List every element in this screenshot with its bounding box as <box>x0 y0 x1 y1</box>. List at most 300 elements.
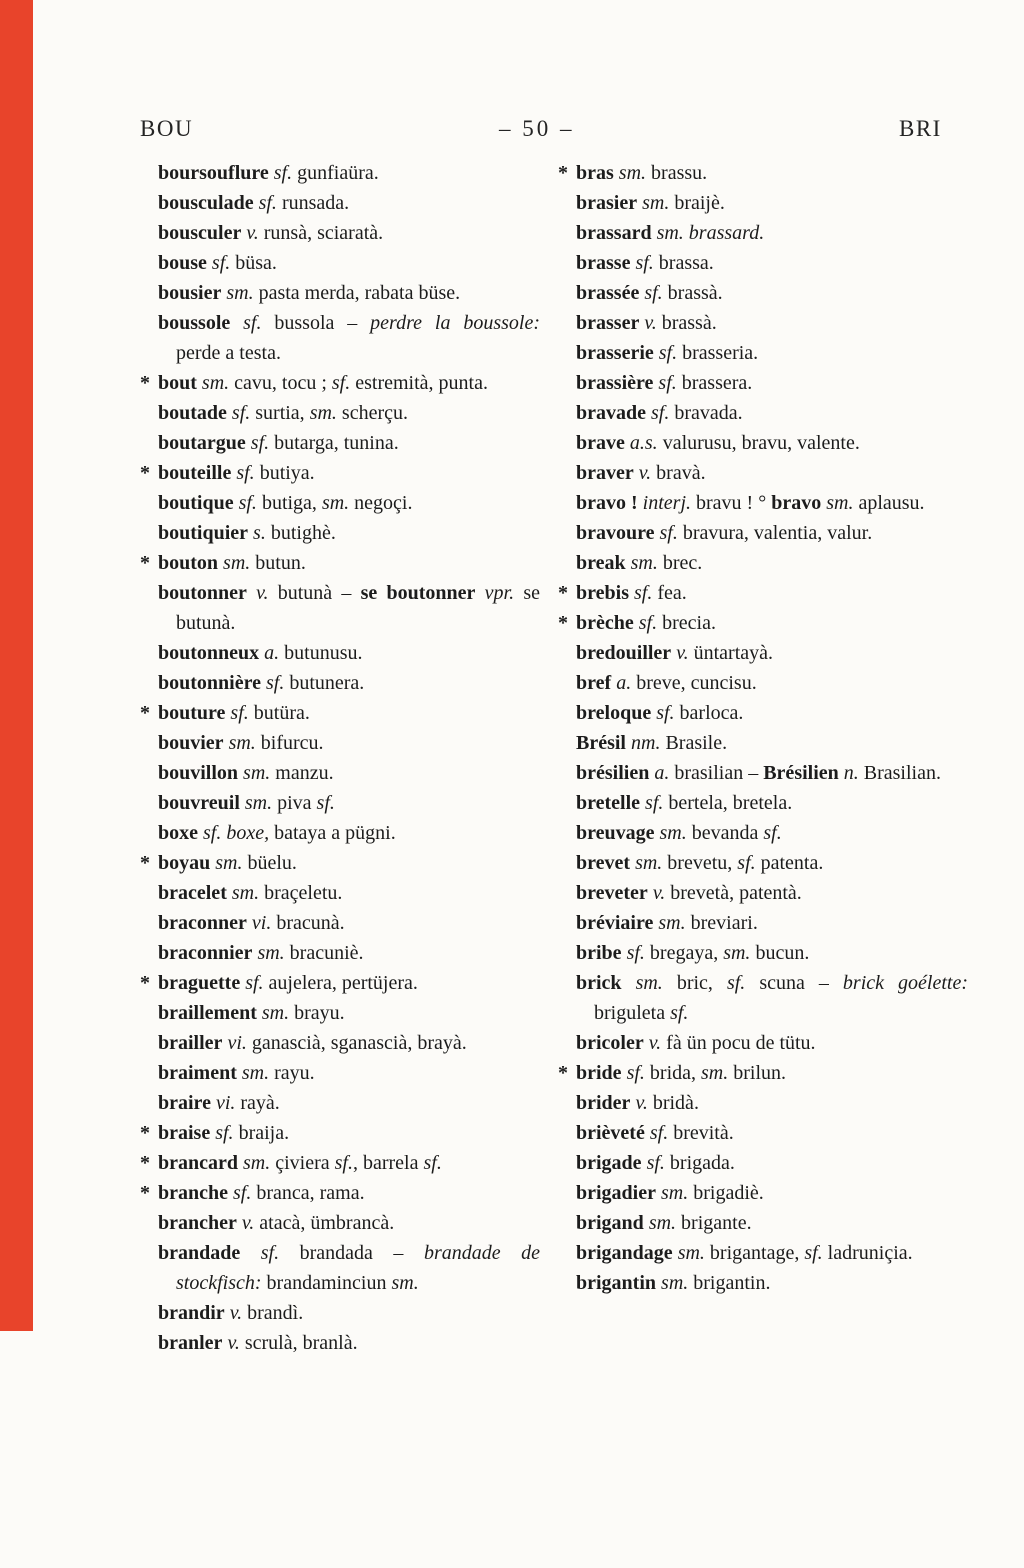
dictionary-entry <box>558 728 968 758</box>
dictionary-entry <box>558 518 968 548</box>
headword: brebis <box>576 582 629 604</box>
dictionary-entry <box>558 638 968 668</box>
header-guideword-right: BRI <box>899 116 942 141</box>
headword: bousculer <box>158 222 242 244</box>
translation-text: brilun. <box>728 1062 787 1084</box>
headword: brasier <box>576 192 638 214</box>
translation-text: bravada. <box>669 402 743 424</box>
headword: Brésilien <box>763 762 839 784</box>
translation-text: brassera. <box>676 372 753 394</box>
headword: boursouflure <box>158 162 269 184</box>
dictionary-entry <box>140 218 540 248</box>
headword: bravoure <box>576 522 655 544</box>
headword: bouvreuil <box>158 792 240 814</box>
grammar-tag: a. <box>259 642 280 664</box>
grammar-tag: v. <box>633 462 652 484</box>
dictionary-entry <box>558 368 968 398</box>
translation-text: butüra. <box>248 702 310 724</box>
headword: boussole <box>158 312 231 334</box>
asterisk-marker: * <box>140 972 150 994</box>
grammar-tag: sf. <box>621 1062 645 1084</box>
headword: brasserie <box>576 342 654 364</box>
headword: breloque <box>576 702 652 724</box>
translation-text: brigante. <box>676 1212 752 1234</box>
headword: brièveté <box>576 1122 645 1144</box>
headword: bretelle <box>576 792 641 814</box>
grammar-tag: sm. <box>391 1272 419 1294</box>
headword: brandade <box>158 1242 241 1264</box>
translation-text: butunusu. <box>279 642 363 664</box>
translation-text: ladruniçia. <box>822 1242 913 1264</box>
translation-text: fà ün pocu de tütu. <box>661 1032 816 1054</box>
translation-text: brevità. <box>668 1122 734 1144</box>
dictionary-entry <box>558 488 968 518</box>
dictionary-entry <box>558 158 968 188</box>
grammar-tag: v. <box>224 1302 243 1324</box>
grammar-tag: sf. <box>231 462 255 484</box>
grammar-tag: a. <box>611 672 632 694</box>
dictionary-entry <box>140 998 540 1028</box>
headword: brigantin <box>576 1272 657 1294</box>
translation-text: fea. <box>652 582 687 604</box>
translation-text: negoçi. <box>349 492 413 514</box>
translation-text: butiya. <box>254 462 315 484</box>
translation-text: se butunà. <box>176 582 540 634</box>
headword: brasse <box>576 252 631 274</box>
translation-text: bravu ! ° <box>691 492 772 514</box>
dictionary-entry <box>558 458 968 488</box>
headword: boutonner <box>158 582 247 604</box>
headword: bravade <box>576 402 646 424</box>
headword: boxe <box>158 822 198 844</box>
grammar-tag: sf. <box>331 372 351 394</box>
grammar-tag: sm. <box>656 1272 689 1294</box>
translation-text: briguleta <box>594 1002 671 1024</box>
red-ribbon <box>0 0 33 1331</box>
grammar-tag: nm. <box>626 732 661 754</box>
grammar-tag: sf. <box>240 972 264 994</box>
grammar-tag: sm. <box>321 492 350 514</box>
headword: boutonnière <box>158 672 261 694</box>
dictionary-entry <box>558 878 968 908</box>
headword: bricoler <box>576 1032 644 1054</box>
grammar-tag: sm. <box>309 402 337 424</box>
dictionary-entry <box>558 1238 968 1268</box>
headword: braconner <box>158 912 247 934</box>
dictionary-entry <box>140 698 540 728</box>
translation-text: perde a testa. <box>176 342 281 364</box>
translation-text: brevetà, patentà. <box>665 882 802 904</box>
headword: branler <box>158 1332 223 1354</box>
translation-text: bevanda <box>686 822 764 844</box>
grammar-tag: sm. <box>226 882 260 904</box>
grammar-tag: sm. <box>210 852 243 874</box>
headword: Brésil <box>576 732 626 754</box>
headword: brancard <box>158 1152 238 1174</box>
grammar-tag: brick goélette: <box>842 972 968 994</box>
dictionary-entry <box>558 668 968 698</box>
translation-text: valurusu, bravu, valente. <box>657 432 860 454</box>
translation-text: brasseria. <box>677 342 759 364</box>
headword: brailler <box>158 1032 223 1054</box>
headword: bref <box>576 672 612 694</box>
grammar-tag: sf. <box>670 1002 689 1024</box>
dictionary-entry <box>140 458 540 488</box>
grammar-tag: sm. <box>723 942 751 964</box>
grammar-tag: v. <box>241 222 259 244</box>
headword: bouteille <box>158 462 232 484</box>
grammar-tag: sm. <box>654 822 687 844</box>
translation-text: brassà. <box>662 282 723 304</box>
dictionary-entry <box>140 818 540 848</box>
grammar-tag: n. <box>838 762 859 784</box>
grammar-tag: sf. <box>245 432 270 454</box>
dictionary-entry <box>558 788 968 818</box>
headword: bracelet <box>158 882 227 904</box>
grammar-tag: sf. <box>630 252 654 274</box>
headword: bredouiller <box>576 642 672 664</box>
grammar-tag: sf. <box>206 252 231 274</box>
asterisk-marker: * <box>140 1152 150 1174</box>
grammar-tag: sf. <box>653 372 677 394</box>
translation-text: brandì. <box>242 1302 304 1324</box>
asterisk-marker: * <box>558 582 568 604</box>
grammar-tag: sm. <box>196 372 230 394</box>
grammar-tag: sf. <box>316 792 335 814</box>
grammar-tag: sf. <box>628 582 653 604</box>
grammar-tag: sm. <box>238 1152 271 1174</box>
dictionary-entry <box>140 188 540 218</box>
headword: brigand <box>576 1212 644 1234</box>
headword: bribe <box>576 942 622 964</box>
translation-text: brida, <box>644 1062 701 1084</box>
grammar-tag: sf. <box>737 852 756 874</box>
translation-text: breve, cuncisu. <box>631 672 757 694</box>
headword: boutade <box>158 402 227 424</box>
dictionary-entry <box>140 1238 540 1298</box>
headword: boutiquier <box>158 522 249 544</box>
dictionary-entry <box>140 1058 540 1088</box>
translation-text: butiga, <box>256 492 322 514</box>
headword: breveter <box>576 882 648 904</box>
grammar-tag: interj. <box>637 492 692 514</box>
translation-text: bataya a pügni. <box>269 822 396 844</box>
dictionary-entry <box>140 788 540 818</box>
grammar-tag: sf. <box>233 492 257 514</box>
translation-text: braçeletu. <box>259 882 343 904</box>
left-column <box>140 158 540 1358</box>
dictionary-entry <box>140 938 540 968</box>
translation-text: büelu. <box>242 852 297 874</box>
translation-text: patenta. <box>755 852 824 874</box>
grammar-tag: sf. <box>646 402 670 424</box>
translation-text: çiviera <box>270 1152 335 1174</box>
translation-text: piva <box>272 792 317 814</box>
grammar-tag: sf. <box>641 1152 665 1174</box>
grammar-tag: v. <box>639 312 657 334</box>
translation-text: brigantin. <box>688 1272 771 1294</box>
grammar-tag: sf. <box>423 1152 442 1174</box>
translation-text: brandaminciun <box>261 1272 392 1294</box>
headword: brancher <box>158 1212 237 1234</box>
dictionary-entry <box>140 1148 540 1178</box>
translation-text: scuna – <box>745 972 843 994</box>
translation-text: bucun. <box>750 942 810 964</box>
grammar-tag: sf. <box>268 162 293 184</box>
dictionary-entry <box>140 308 540 368</box>
translation-text: brassa. <box>653 252 714 274</box>
translation-text: bregaya, <box>644 942 724 964</box>
grammar-tag: sf. <box>334 1152 353 1174</box>
right-column <box>558 158 968 1298</box>
dictionary-entry <box>558 428 968 458</box>
translation-text: butighè. <box>265 522 336 544</box>
dictionary-entry <box>140 548 540 578</box>
dictionary-entry <box>558 1028 968 1058</box>
headword: bouse <box>158 252 207 274</box>
headword: boutargue <box>158 432 246 454</box>
grammar-tag: a.s. <box>624 432 658 454</box>
dictionary-entry <box>558 1118 968 1148</box>
grammar-tag: sf. <box>804 1242 823 1264</box>
headword: brassière <box>576 372 654 394</box>
grammar-tag: sm. <box>218 552 251 574</box>
translation-text: gunfiaüra. <box>292 162 379 184</box>
dictionary-entry <box>140 1178 540 1208</box>
headword: bréviaire <box>576 912 654 934</box>
translation-text: rayà. <box>235 1092 280 1114</box>
headword: bout <box>158 372 197 394</box>
grammar-tag: sm. <box>221 282 254 304</box>
translation-text: brassà. <box>656 312 717 334</box>
dictionary-entry <box>558 398 968 428</box>
grammar-tag: sf. <box>253 192 277 214</box>
dictionary-entry <box>558 908 968 938</box>
headword: se boutonner <box>360 582 476 604</box>
grammar-tag: sf. <box>260 672 285 694</box>
headword: bride <box>576 1062 622 1084</box>
headword: bras <box>576 162 614 184</box>
dictionary-entry <box>140 578 540 638</box>
translation-text: üntartayà. <box>688 642 773 664</box>
grammar-tag: sm. <box>256 1002 290 1024</box>
dictionary-entry <box>558 818 968 848</box>
dictionary-entry <box>558 968 968 1028</box>
translation-text: brasilian – <box>669 762 764 784</box>
grammar-tag: v. <box>643 1032 662 1054</box>
grammar-tag: sf. <box>225 702 249 724</box>
translation-text: scherçu. <box>336 402 408 424</box>
asterisk-marker: * <box>140 372 150 394</box>
translation-text: bussola – <box>261 312 371 334</box>
dictionary-entry <box>140 428 540 458</box>
translation-text: bracuniè. <box>284 942 364 964</box>
headword: bouvillon <box>158 762 239 784</box>
translation-text: bracunà. <box>271 912 345 934</box>
dictionary-entry <box>140 758 540 788</box>
grammar-tag: vi. <box>210 1092 236 1114</box>
asterisk-marker: * <box>140 552 150 574</box>
translation-text: pasta merda, rabata büse. <box>253 282 461 304</box>
translation-text: rayu. <box>269 1062 315 1084</box>
headword: braillement <box>158 1002 257 1024</box>
grammar-tag: sm. <box>821 492 854 514</box>
grammar-tag: sm. <box>630 852 663 874</box>
grammar-tag: vi. <box>246 912 272 934</box>
dictionary-entry <box>140 1208 540 1238</box>
translation-text: estremità, punta. <box>350 372 488 394</box>
asterisk-marker: * <box>140 1122 150 1144</box>
dictionary-entry <box>140 848 540 878</box>
asterisk-marker: * <box>140 462 150 484</box>
headword: brasser <box>576 312 640 334</box>
grammar-tag: v. <box>222 1332 240 1354</box>
dictionary-entry <box>140 1088 540 1118</box>
headword: brésilien <box>576 762 650 784</box>
translation-text: brecia. <box>657 612 716 634</box>
grammar-tag: sm. <box>252 942 285 964</box>
grammar-tag: sm. <box>613 162 647 184</box>
headword: boutonneux <box>158 642 260 664</box>
grammar-tag: sm. <box>643 1212 677 1234</box>
headword: boutique <box>158 492 234 514</box>
dictionary-entry <box>558 548 968 578</box>
translation-text: branca, rama. <box>251 1182 365 1204</box>
dictionary-entry <box>140 668 540 698</box>
grammar-tag: sm. brassard. <box>651 222 765 244</box>
translation-text: cavu, tocu ; <box>229 372 332 394</box>
translation-text: butarga, tunina. <box>269 432 399 454</box>
dictionary-entry <box>558 698 968 728</box>
grammar-tag: brandade de stockfisch: <box>176 1242 541 1294</box>
translation-text: braijè. <box>669 192 725 214</box>
translation-text: bertela, bretela. <box>663 792 793 814</box>
grammar-tag: sf. <box>651 702 675 724</box>
grammar-tag: sm. <box>238 762 271 784</box>
grammar-tag: sf. <box>228 1182 252 1204</box>
headword: brèche <box>576 612 634 634</box>
dictionary-entry <box>558 1148 968 1178</box>
dictionary-entry <box>558 578 968 608</box>
asterisk-marker: * <box>140 1182 150 1204</box>
headword: bousculade <box>158 192 254 214</box>
grammar-tag: sf. <box>210 1122 234 1144</box>
asterisk-marker: * <box>140 702 150 724</box>
headword: braiment <box>158 1062 237 1084</box>
translation-text: bravà. <box>651 462 706 484</box>
translation-text: brassu. <box>646 162 708 184</box>
grammar-tag: sf. <box>621 942 645 964</box>
translation-text: , barrela <box>352 1152 424 1174</box>
headword: brider <box>576 1092 631 1114</box>
grammar-tag: sm. <box>236 1062 270 1084</box>
dictionary-entry <box>140 248 540 278</box>
grammar-tag: sf. <box>726 972 746 994</box>
grammar-tag: sm. <box>656 1182 689 1204</box>
dictionary-entry <box>140 278 540 308</box>
translation-text: Brasilian. <box>858 762 941 784</box>
dictionary-entry <box>140 968 540 998</box>
translation-text: aplausu. <box>853 492 925 514</box>
grammar-tag: sf. boxe, <box>198 822 270 844</box>
headword: boyau <box>158 852 211 874</box>
grammar-tag: sf. <box>654 522 678 544</box>
dictionary-entry <box>140 398 540 428</box>
grammar-tag: sm. <box>637 192 670 214</box>
translation-text: manzu. <box>270 762 334 784</box>
grammar-tag: sm. <box>625 552 658 574</box>
dictionary-entry <box>140 878 540 908</box>
dictionary-entry <box>140 158 540 188</box>
translation-text: ganascià, sganascià, brayà. <box>246 1032 467 1054</box>
headword: brevet <box>576 852 631 874</box>
dictionary-entry <box>140 488 540 518</box>
headword: braguette <box>158 972 241 994</box>
dictionary-entry <box>558 218 968 248</box>
translation-text: bravura, valentia, valur. <box>677 522 873 544</box>
translation-text: surtia, <box>250 402 310 424</box>
grammar-tag: sf. <box>644 1122 669 1144</box>
dictionary-entry <box>140 1028 540 1058</box>
grammar-tag: sf. <box>633 612 658 634</box>
translation-text: butunera. <box>284 672 365 694</box>
grammar-tag: s. <box>248 522 266 544</box>
grammar-tag: sf. <box>240 1242 280 1264</box>
dictionary-entry <box>558 1058 968 1088</box>
grammar-tag: sm. <box>653 912 686 934</box>
dictionary-entry <box>140 1298 540 1328</box>
translation-text: bifurcu. <box>255 732 324 754</box>
headword: brave <box>576 432 625 454</box>
headword: bravo <box>771 492 822 514</box>
dictionary-entry <box>558 278 968 308</box>
grammar-tag: sm. <box>672 1242 705 1264</box>
headword: braver <box>576 462 634 484</box>
headword: braire <box>158 1092 211 1114</box>
headword: brassée <box>576 282 640 304</box>
translation-text: barloca. <box>674 702 744 724</box>
translation-text: bric, <box>662 972 727 994</box>
translation-text: brevetu, <box>662 852 738 874</box>
translation-text: breviari. <box>685 912 758 934</box>
grammar-tag: v. <box>671 642 689 664</box>
translation-text: brec. <box>657 552 703 574</box>
dictionary-entry <box>140 518 540 548</box>
headword: bouture <box>158 702 226 724</box>
headword: bravo ! <box>576 492 638 514</box>
translation-text: brayu. <box>289 1002 345 1024</box>
grammar-tag: sm. <box>239 792 273 814</box>
headword: breuvage <box>576 822 655 844</box>
grammar-tag: sf. <box>640 792 664 814</box>
headword: brick <box>576 972 622 994</box>
headword: branche <box>158 1182 228 1204</box>
dictionary-entry <box>558 1178 968 1208</box>
headword: brigandage <box>576 1242 673 1264</box>
dictionary-entry <box>140 728 540 758</box>
grammar-tag: sf. <box>763 822 782 844</box>
grammar-tag: sf. <box>653 342 678 364</box>
headword: braise <box>158 1122 211 1144</box>
dictionary-entry <box>558 248 968 278</box>
grammar-tag: sm. <box>223 732 256 754</box>
headword: brandir <box>158 1302 225 1324</box>
grammar-tag: sf. <box>226 402 251 424</box>
grammar-tag: vpr. <box>475 582 515 604</box>
headword: brigadier <box>576 1182 656 1204</box>
grammar-tag: v. <box>236 1212 255 1234</box>
translation-text: braija. <box>233 1122 290 1144</box>
